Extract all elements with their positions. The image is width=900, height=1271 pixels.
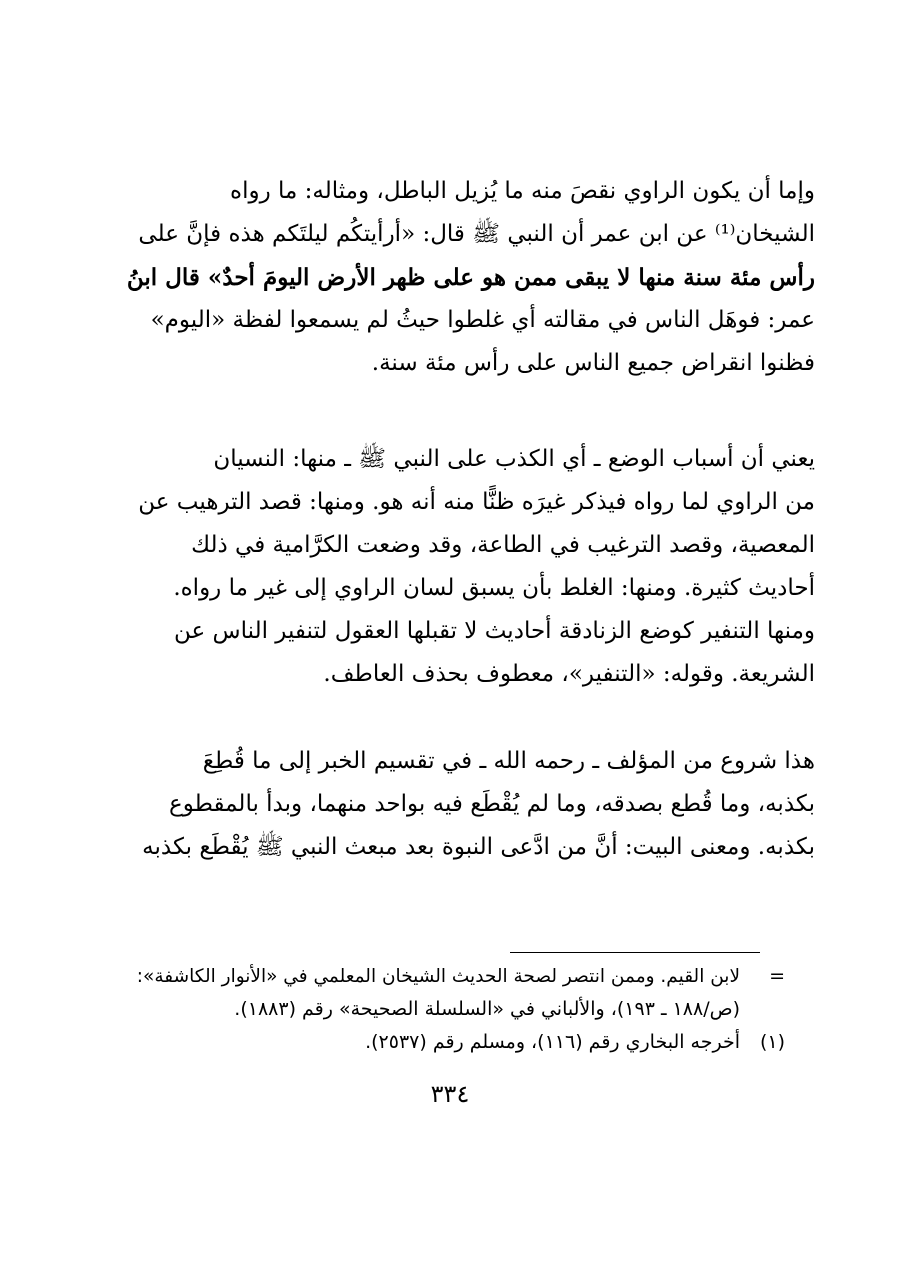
text-line: ومنها التنفير كوضع الزنادقة أحاديث لا تقبلها العقول لتنفير الناس عن bbox=[174, 618, 815, 644]
footnote-line: لابن القيم. وممن انتصر لصحة الحديث الشيخان المعلمي في «الأنوار الكاشفة»: bbox=[136, 966, 740, 987]
text-line: يعني أن أسباب الوضع ـ أي الكذب على النبي ﷺ ـ منها: النسيان bbox=[213, 446, 815, 472]
paragraph-3 bbox=[115, 740, 815, 869]
verse-523 bbox=[115, 692, 815, 732]
text-line: هذا شروع من المؤلف ـ رحمه الله ـ في تقسيم الخبر إلى ما قُطِعَ bbox=[202, 748, 815, 774]
text-line: من الراوي لما رواه فيذكر غيرَه ظنًّا منه أنه هو. ومنها: قصد الترهيب عن bbox=[138, 489, 815, 515]
page-number: ٣٣٤ bbox=[430, 1080, 470, 1108]
continuation-mark: = bbox=[769, 965, 785, 987]
text-line: الشريعة. وقوله: «التنفير»، معطوف بحذف العاطف. bbox=[323, 661, 815, 687]
text-line: فظنوا انقراض جميع الناس على رأس مئة سنة. bbox=[371, 350, 815, 376]
text-line: عمر: فوهَل الناس في مقالته أي غلطوا حيثُ لم يسمعوا لفظة «اليوم» bbox=[150, 307, 815, 333]
text-line: رأس مئة سنة منها لا يبقى ممن هو على ظهر الأرض اليومَ أحدٌ» قال ابنُ bbox=[126, 264, 815, 291]
footnote-separator bbox=[510, 952, 760, 953]
footnote-marker: (١) bbox=[759, 1031, 785, 1053]
text-line: وإما أن يكون الراوي نقصَ منه ما يُزيل الباطل، ومثاله: ما رواه bbox=[230, 178, 815, 204]
paragraph-1 bbox=[115, 170, 815, 385]
text-line: بكذبه، وما قُطع بصدقه، وما لم يُقْطَع فيه بواحد منهما، وبدأ بالمقطوع bbox=[169, 791, 815, 817]
text-line: أحاديث كثيرة. ومنها: الغلط بأن يسبق لسان الراوي إلى غير ما رواه. bbox=[173, 575, 815, 601]
footnote-line: (ص/١٨٨ ـ ١٩٣)، والألباني في «السلسلة الصحيحة» رقم (١٨٨٣). bbox=[234, 998, 740, 1020]
paragraph-2 bbox=[115, 438, 815, 696]
verse-522 bbox=[115, 390, 815, 430]
text-line: بكذبه. ومعنى البيت: أنَّ من ادَّعى النبوة بعد مبعث النبي ﷺ يُقْطَع بكذبه bbox=[142, 834, 815, 860]
text-line: المعصية، وقصد الترغيب في الطاعة، وقد وضعت الكرَّامية في ذلك bbox=[191, 532, 815, 558]
text-line: الشيخان⁽¹⁾ عن ابن عمر أن النبي ﷺ قال: «أرأيتكُم ليلتَكم هذه فإنَّ على bbox=[138, 221, 815, 247]
footnote-line: أخرجه البخاري رقم (١١٦)، ومسلم رقم (٢٥٣٧). bbox=[365, 1031, 740, 1053]
